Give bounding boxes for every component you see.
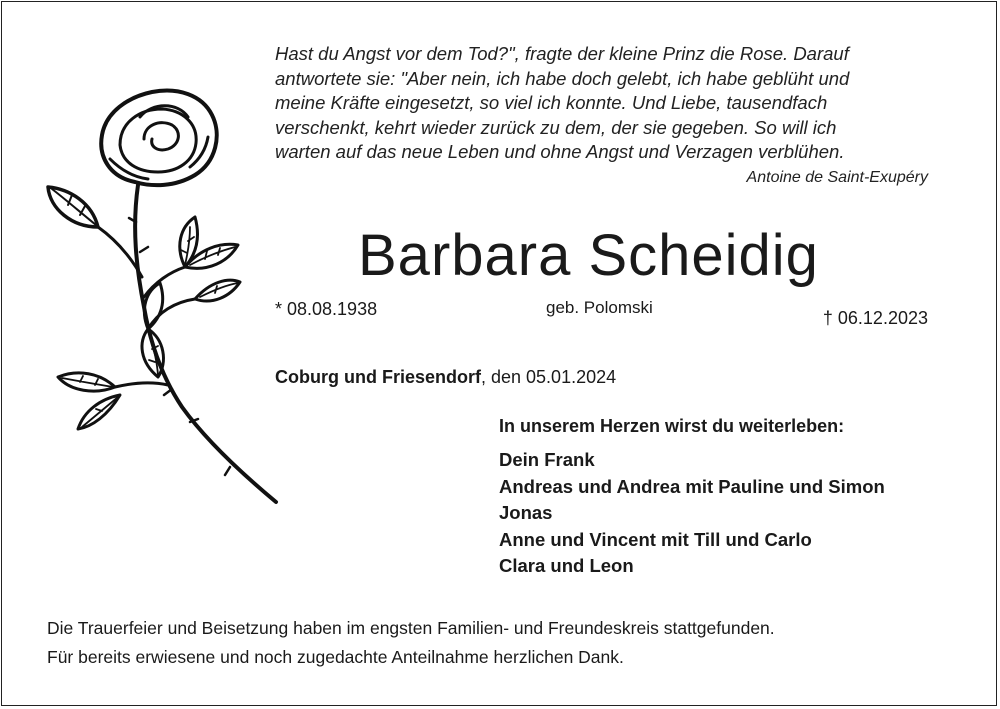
death-date: † 06.12.2023 — [822, 308, 928, 328]
mourner: Dein Frank — [499, 449, 595, 470]
quote-line: verschenkt, kehrt wieder zurück zu dem, der sie gegeben. So will ich — [275, 116, 837, 138]
mourner: Andreas und Andrea mit Pauline und Simon — [499, 475, 885, 497]
date: , den 05.01.2024 — [481, 367, 617, 387]
obituary-frame — [1, 1, 997, 706]
quote-line: warten auf das neue Leben und ohne Angst und Verzagen verblühen. — [275, 141, 845, 162]
mourner: Clara und Leon — [499, 555, 634, 576]
mourners-intro: In unserem Herzen wirst du weiterleben: — [499, 416, 845, 436]
mourners-list — [499, 447, 885, 580]
place-date — [275, 367, 616, 388]
place: Coburg und Friesendorf — [275, 367, 481, 387]
footer-line: Für bereits erwiesene und noch zugedachte Anteilnahme herzlichen Dank. — [47, 647, 624, 667]
quote-line: meine Kräfte eingesetzt, so viel ich konnte. Und Liebe, tausendfach — [275, 92, 828, 113]
quote-line: Hast du Angst vor dem Tod?", fragte der kleine Prinz die Rose. Darauf — [275, 43, 849, 64]
mourner: Anne und Vincent mit Till und Carlo — [499, 528, 812, 550]
birth-date: * 08.08.1938 — [275, 299, 378, 319]
footer-line: Die Trauerfeier und Beisetzung haben im engsten Familien- und Freundeskreis stattgefunden. — [47, 618, 775, 638]
quote — [275, 42, 955, 165]
deceased-name: Barbara Scheidig — [358, 223, 819, 288]
maiden-name: geb. Polomski — [546, 298, 653, 317]
quote-line: antwortete sie: "Aber nein, ich habe doch gelebt, ich habe geblüht und — [275, 67, 850, 89]
mourner: Jonas — [499, 502, 553, 523]
rose-icon — [40, 77, 290, 512]
footer-notice — [47, 614, 775, 672]
quote-author: Antoine de Saint-Exupéry — [746, 169, 928, 186]
